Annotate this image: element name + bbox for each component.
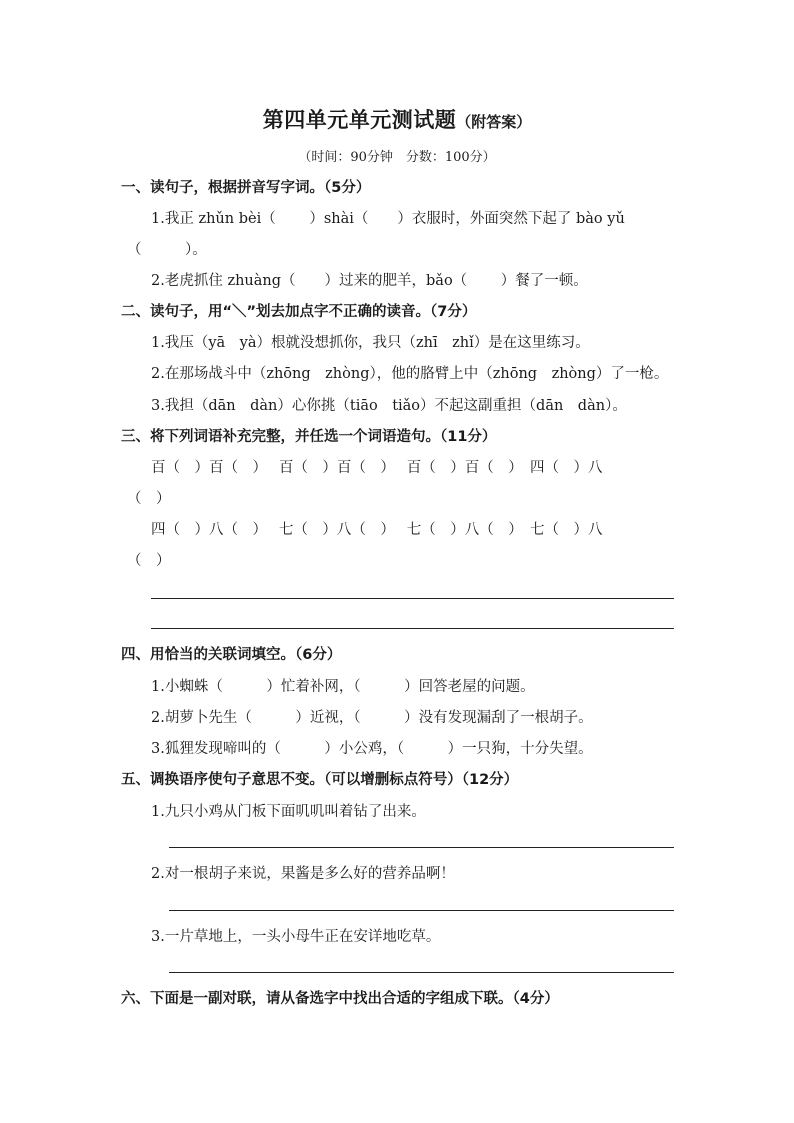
section-5-heading: 五、调换语序使句子意思不变。（可以增删标点符号）（12分）: [121, 772, 519, 788]
section-3-heading: 三、将下列词语补充完整，并任选一个词语造句。（11分）: [121, 429, 497, 445]
section-1-line-1: 1.我正 zhǔn bèi（ ）shài（ ）衣服时，外面突然下起了 bào yǔ: [151, 211, 625, 227]
section-2-line-1: 1.我压（yā yà）根就没想抓你，我只（zhī zhǐ）是在这里练习。: [151, 335, 590, 351]
section-3-row-1-cont: （ ）: [127, 491, 171, 507]
section-3-row-2-cont: （ ）: [127, 553, 171, 569]
section-5-answer-line-1[interactable]: [169, 847, 674, 848]
section-5-line-1: 1.九只小鸡从门板下面叽叽叫着钻了出来。: [151, 804, 426, 820]
section-1-line-1-cont: （ ）。: [127, 242, 207, 258]
section-2-heading: 二、读句子，用“＼”划去加点字不正确的读音。（7分）: [121, 304, 477, 320]
section-6-heading: 六、下面是一副对联，请从备选字中找出合适的字组成下联。（4分）: [121, 991, 559, 1007]
title-main: 第四单元单元测试题: [262, 108, 457, 132]
title-suffix: （附答案）: [456, 113, 532, 131]
section-2-line-2: 2.在那场战斗中（zhōng zhòng），他的胳臂上中（zhōng zhòng）了一枪。: [151, 366, 669, 382]
section-4-heading: 四、用恰当的关联词填空。（6分）: [121, 647, 342, 663]
section-3-answer-line-1[interactable]: [151, 598, 674, 599]
section-5-answer-line-3[interactable]: [169, 972, 674, 973]
exam-time-score: （时间：90分钟 分数：100分）: [298, 150, 496, 165]
section-5-line-2: 2.对一根胡子来说，果酱是多么好的营养品啊！: [151, 866, 455, 882]
section-3-row-1: 百（ ）百（ ） 百（ ）百（ ） 百（ ）百（ ） 四（ ）八: [151, 460, 603, 476]
section-3-row-2: 四（ ）八（ ） 七（ ）八（ ） 七（ ）八（ ） 七（ ）八: [151, 522, 603, 538]
section-1-line-2: 2.老虎抓住 zhuàng（ ）过来的肥羊，bǎo（ ）餐了一顿。: [151, 273, 588, 289]
section-4-line-3: 3.狐狸发现啼叫的（ ）小公鸡，（ ）一只狗，十分失望。: [151, 741, 593, 757]
section-1-heading: 一、读句子，根据拼音写字词。（5分）: [121, 180, 371, 196]
section-2-line-3: 3.我担（dān dàn）心你挑（tiāo tiǎo）不起这副重担（dān dàn）。: [151, 398, 627, 414]
document-title: [0, 104, 794, 134]
section-5-line-3: 3.一片草地上，一头小母牛正在安详地吃草。: [151, 929, 441, 945]
section-4-line-1: 1.小蜘蛛（ ）忙着补网，（ ）回答老屋的问题。: [151, 679, 535, 695]
section-4-line-2: 2.胡萝卜先生（ ）近视，（ ）没有发现漏刮了一根胡子。: [151, 710, 593, 726]
section-3-answer-line-2[interactable]: [151, 628, 674, 629]
section-5-answer-line-2[interactable]: [169, 910, 674, 911]
